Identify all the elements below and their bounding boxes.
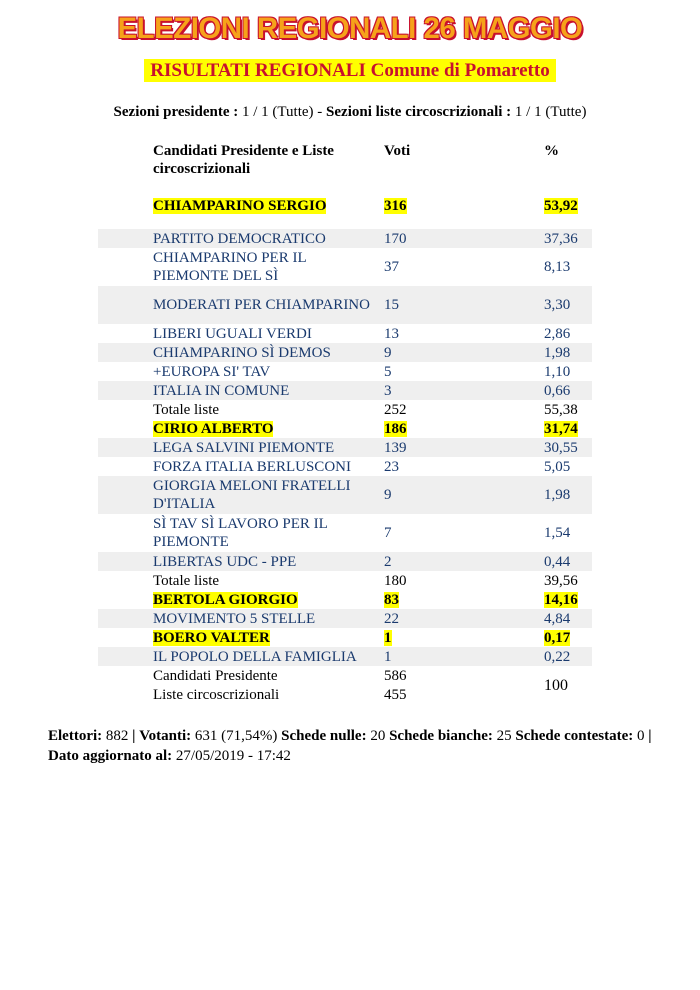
cell-name-text: CHIAMPARINO SÌ DEMOS xyxy=(153,344,331,361)
cell-name-text: Totale liste xyxy=(153,572,220,589)
cell-name xyxy=(98,439,384,457)
cell-votes-text: 170 xyxy=(384,230,407,247)
cell-votes xyxy=(384,258,544,276)
candidate-row xyxy=(98,419,592,438)
cell-pct xyxy=(544,325,592,343)
cell-votes-text: 5 xyxy=(384,363,392,380)
cell-name xyxy=(98,458,384,476)
list-row xyxy=(98,286,592,324)
dato-value: 27/05/2019 - 17:42 xyxy=(175,748,291,764)
cell-pct-text: 14,16 xyxy=(544,591,578,608)
list-row xyxy=(98,324,592,343)
list-row xyxy=(98,476,592,514)
dato-label: Dato aggiornato al: xyxy=(48,748,173,764)
cell-votes xyxy=(384,553,544,571)
cell-pct xyxy=(544,382,592,400)
cell-pct xyxy=(544,197,592,215)
elettori-label: Elettori: xyxy=(48,728,103,744)
cell-name xyxy=(98,477,384,513)
cell-name-text: LEGA SALVINI PIEMONTE xyxy=(153,439,335,456)
cell-votes xyxy=(384,458,544,476)
page-title: ELEZIONI REGIONALI 26 MAGGIO xyxy=(117,12,583,45)
footer-separator-2: | xyxy=(648,728,652,744)
cell-votes-text: 7 xyxy=(384,525,392,541)
cell-name-text: SÌ TAV SÌ LAVORO PER IL PIEMONTE xyxy=(153,516,328,550)
candidate-row xyxy=(98,628,592,647)
cell-pct-text: 1,98 xyxy=(544,487,571,503)
cell-votes-text: 139 xyxy=(384,439,407,456)
cell-pct xyxy=(544,344,592,362)
cell-pct xyxy=(544,363,592,381)
contestate-label: Schede contestate: xyxy=(515,728,634,744)
bianche-label: Schede bianche: xyxy=(389,728,493,744)
cell-votes-text: 9 xyxy=(384,487,392,503)
cell-name xyxy=(98,296,384,314)
cell-votes-text: 15 xyxy=(384,297,399,313)
cell-pct-text: 8,13 xyxy=(544,259,571,275)
cell-pct xyxy=(544,230,592,248)
cell-pct-text: 1,10 xyxy=(544,363,571,380)
cell-pct xyxy=(544,420,592,438)
cell-votes xyxy=(384,296,544,314)
cell-name-text: ITALIA IN COMUNE xyxy=(153,382,290,399)
cell-name xyxy=(98,648,384,666)
list-row xyxy=(98,457,592,476)
cell-pct xyxy=(544,524,592,542)
contestate-value: 0 xyxy=(637,728,645,744)
cell-pct xyxy=(544,486,592,504)
cell-votes xyxy=(384,325,544,343)
header-votes: Voti xyxy=(384,143,411,159)
summary-liste-label: Liste circoscrizionali xyxy=(153,687,280,703)
cell-name-text: GIORGIA MELONI FRATELLI D'ITALIA xyxy=(153,478,351,512)
cell-votes xyxy=(384,524,544,542)
cell-name-text: Totale liste xyxy=(153,401,220,418)
cell-name xyxy=(98,363,384,381)
cell-pct-text: 55,38 xyxy=(544,401,578,418)
cell-votes-text: 252 xyxy=(384,401,407,418)
total-row xyxy=(98,400,592,419)
cell-votes-text: 23 xyxy=(384,458,399,475)
cell-pct xyxy=(544,439,592,457)
list-row xyxy=(98,552,592,571)
table-spacer xyxy=(98,215,592,229)
cell-votes xyxy=(384,420,544,438)
cell-pct-text: 31,74 xyxy=(544,420,578,437)
cell-votes-text: 3 xyxy=(384,382,392,399)
cell-name xyxy=(98,629,384,647)
cell-votes-text: 13 xyxy=(384,325,399,342)
cell-name-text: BERTOLA GIORGIO xyxy=(153,591,298,608)
cell-votes-text: 316 xyxy=(384,197,407,214)
summary-pres-label: Candidati Presidente xyxy=(153,668,278,684)
cell-name-text: IL POPOLO DELLA FAMIGLIA xyxy=(153,648,357,665)
cell-votes-text: 9 xyxy=(384,344,392,361)
results-table xyxy=(98,142,592,705)
nulle-value: 20 xyxy=(370,728,386,744)
cell-pct xyxy=(544,296,592,314)
cell-name-text: CHIAMPARINO PER IL PIEMONTE DEL SÌ xyxy=(153,250,307,284)
cell-pct-text: 0,44 xyxy=(544,553,571,570)
cell-votes xyxy=(384,382,544,400)
cell-name xyxy=(98,553,384,571)
nulle-label: Schede nulle: xyxy=(281,728,367,744)
sections-liste-label: Sezioni liste circoscrizionali : xyxy=(326,104,512,120)
subtitle-text: RISULTATI REGIONALI Comune di Pomaretto xyxy=(144,59,555,82)
cell-name xyxy=(98,515,384,551)
cell-pct-text: 37,36 xyxy=(544,230,578,247)
list-row xyxy=(98,362,592,381)
cell-pct xyxy=(544,610,592,628)
list-row xyxy=(98,514,592,552)
cell-name xyxy=(98,230,384,248)
list-row xyxy=(98,229,592,248)
cell-pct-text: 30,55 xyxy=(544,439,578,456)
cell-votes-text: 83 xyxy=(384,591,399,608)
cell-name xyxy=(98,572,384,590)
cell-votes-text: 180 xyxy=(384,572,407,589)
cell-name xyxy=(98,591,384,609)
cell-pct-text: 5,05 xyxy=(544,458,571,475)
cell-name xyxy=(98,249,384,285)
cell-votes xyxy=(384,230,544,248)
cell-pct xyxy=(544,553,592,571)
elettori-value: 882 xyxy=(105,728,129,744)
cell-pct xyxy=(544,629,592,647)
cell-pct xyxy=(544,591,592,609)
cell-name xyxy=(98,401,384,419)
table-summary xyxy=(98,667,592,705)
cell-votes xyxy=(384,610,544,628)
candidate-row xyxy=(98,590,592,609)
header-name: Candidati Presidente e Liste circoscrizionali xyxy=(153,143,334,177)
total-row xyxy=(98,571,592,590)
page-subtitle xyxy=(0,60,700,82)
table-body xyxy=(98,196,592,666)
list-row xyxy=(98,248,592,286)
cell-pct-text: 2,86 xyxy=(544,325,571,342)
cell-pct xyxy=(544,572,592,590)
cell-name-text: LIBERI UGUALI VERDI xyxy=(153,325,312,342)
list-row xyxy=(98,438,592,457)
cell-name-text: CIRIO ALBERTO xyxy=(153,420,274,437)
cell-pct-text: 53,92 xyxy=(544,197,578,214)
cell-votes-text: 1 xyxy=(384,629,392,646)
sections-pres-label: Sezioni presidente : xyxy=(113,104,239,120)
cell-name-text: LIBERTAS UDC - PPE xyxy=(153,553,297,570)
list-row xyxy=(98,609,592,628)
cell-pct xyxy=(544,458,592,476)
cell-name-text: FORZA ITALIA BERLUSCONI xyxy=(153,458,351,475)
cell-name xyxy=(98,420,384,438)
cell-votes xyxy=(384,648,544,666)
cell-pct xyxy=(544,648,592,666)
cell-votes xyxy=(384,572,544,590)
list-row xyxy=(98,647,592,666)
table-header xyxy=(98,142,592,196)
cell-pct-text: 1,54 xyxy=(544,525,571,541)
footer-separator: | xyxy=(132,728,136,744)
summary-pres-votes: 586 xyxy=(384,668,407,684)
cell-pct-text: 1,98 xyxy=(544,344,571,361)
votanti-label: Votanti: xyxy=(139,728,192,744)
cell-name-text: PARTITO DEMOCRATICO xyxy=(153,230,326,247)
summary-liste-votes: 455 xyxy=(384,687,407,703)
cell-pct-text: 0,17 xyxy=(544,629,571,646)
candidate-row xyxy=(98,196,592,215)
cell-votes xyxy=(384,629,544,647)
cell-votes xyxy=(384,591,544,609)
votanti-value: 631 (71,54%) xyxy=(194,728,278,744)
list-row xyxy=(98,381,592,400)
sections-separator: - xyxy=(317,104,323,120)
sections-info xyxy=(0,104,700,121)
sections-pres-value: 1 / 1 (Tutte) xyxy=(242,104,314,120)
cell-name-text: MOVIMENTO 5 STELLE xyxy=(153,610,316,627)
cell-votes-text: 2 xyxy=(384,553,392,570)
cell-votes xyxy=(384,401,544,419)
cell-votes-text: 37 xyxy=(384,259,399,275)
cell-name-text: MODERATI PER CHIAMPARINO xyxy=(153,297,370,313)
list-row xyxy=(98,343,592,362)
cell-pct-text: 0,22 xyxy=(544,648,571,665)
cell-pct-text: 4,84 xyxy=(544,610,571,627)
cell-name xyxy=(98,325,384,343)
cell-name xyxy=(98,197,384,215)
cell-votes xyxy=(384,363,544,381)
sections-liste-value: 1 / 1 (Tutte) xyxy=(514,104,587,120)
cell-pct xyxy=(544,401,592,419)
bianche-value: 25 xyxy=(496,728,512,744)
cell-votes xyxy=(384,439,544,457)
cell-name xyxy=(98,344,384,362)
cell-pct-text: 39,56 xyxy=(544,572,578,589)
cell-pct-text: 0,66 xyxy=(544,382,571,399)
cell-votes-text: 1 xyxy=(384,648,392,665)
cell-votes xyxy=(384,486,544,504)
cell-name xyxy=(98,382,384,400)
cell-name xyxy=(98,610,384,628)
footer-stats xyxy=(48,726,658,766)
cell-name-text: +EUROPA SI' TAV xyxy=(153,363,271,380)
cell-votes-text: 22 xyxy=(384,610,399,627)
cell-votes-text: 186 xyxy=(384,420,407,437)
cell-votes xyxy=(384,197,544,215)
header-pct: % xyxy=(544,143,559,159)
summary-pct: 100 xyxy=(544,677,568,694)
cell-name-text: BOERO VALTER xyxy=(153,629,270,646)
cell-name-text: CHIAMPARINO SERGIO xyxy=(153,197,327,214)
cell-pct xyxy=(544,258,592,276)
cell-votes xyxy=(384,344,544,362)
cell-pct-text: 3,30 xyxy=(544,297,571,313)
